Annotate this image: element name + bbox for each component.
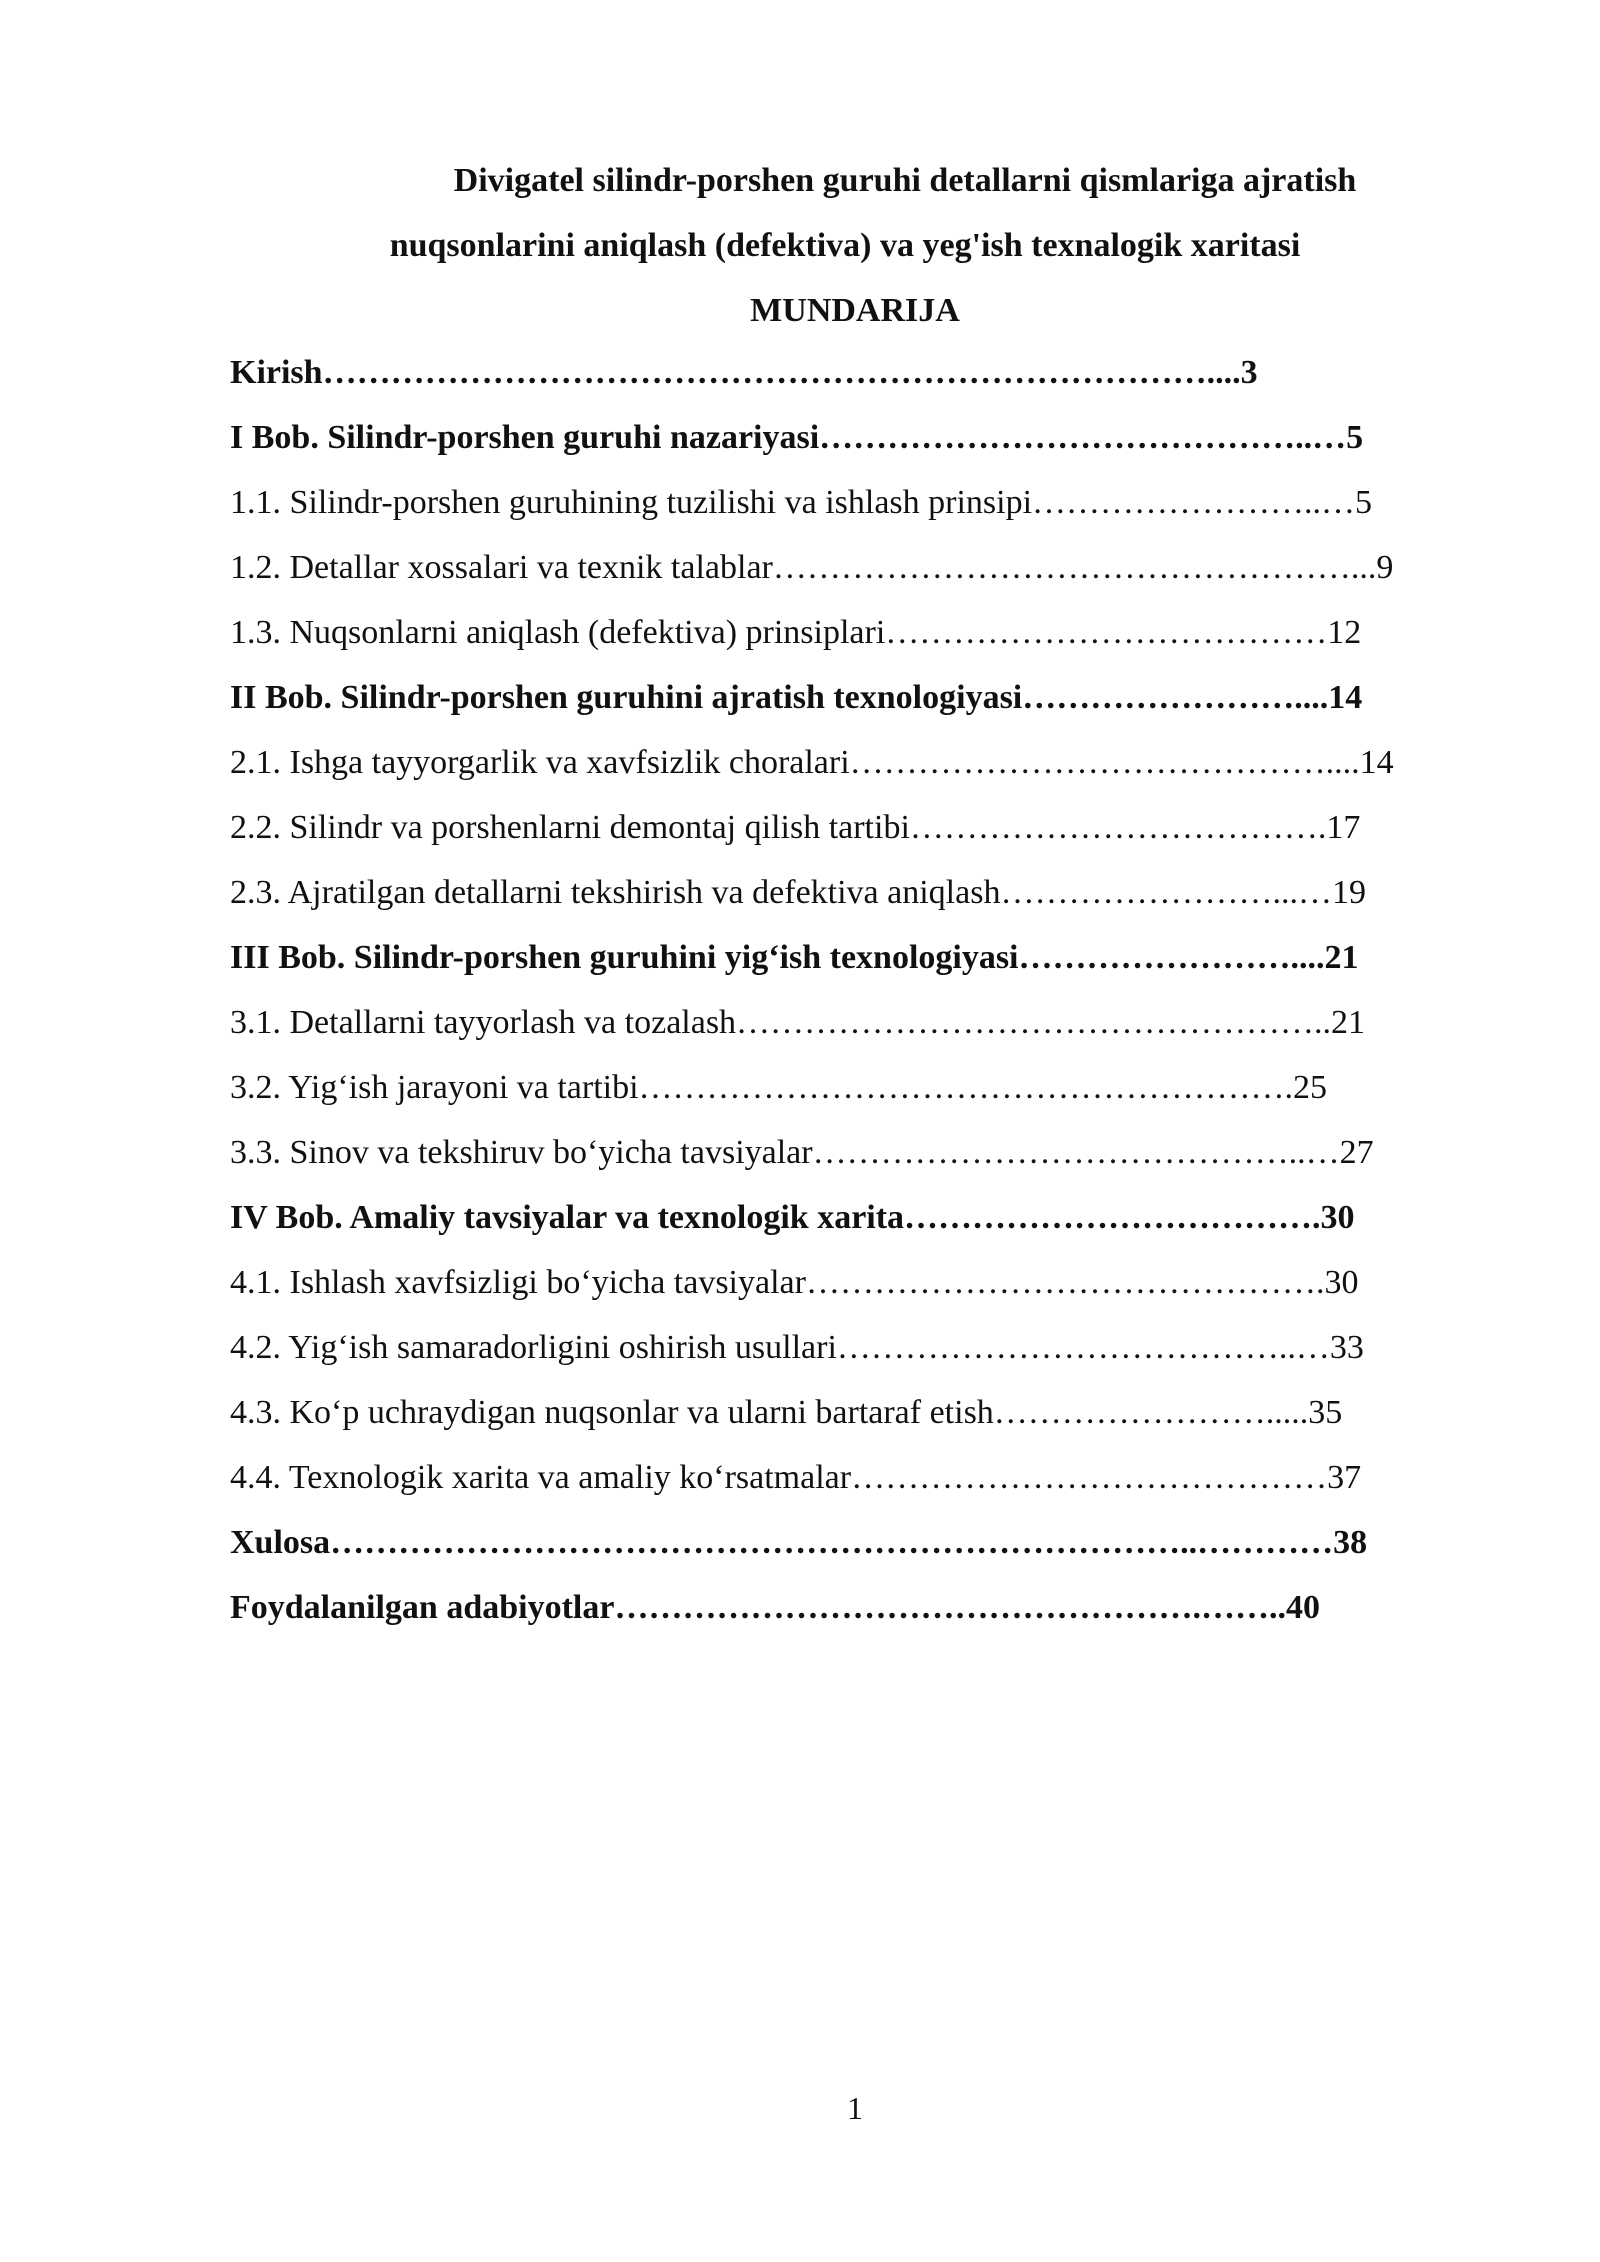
- toc-entry-text: 1.3. Nuqsonlarni aniqlash (defektiva) prinsiplari…………………………………12: [230, 614, 1362, 651]
- toc-entry: [230, 470, 1490, 535]
- toc-entry: [230, 600, 1490, 665]
- toc-entry: [230, 665, 1490, 730]
- toc-entry: [230, 795, 1490, 860]
- toc-entry-text: 3.2. Yig‘ish jarayoni va tartibi………………………………………………….25: [230, 1069, 1328, 1106]
- toc-entry: [230, 1575, 1490, 1640]
- document-title-block: [230, 148, 1480, 343]
- toc-entry-text: 4.4. Texnologik xarita va amaliy ko‘rsatmalar……………………………………37: [230, 1459, 1362, 1496]
- toc-entry: [230, 1510, 1490, 1575]
- toc-entry: [230, 990, 1490, 1055]
- toc-entry: [230, 925, 1490, 990]
- toc-entry-text: 4.1. Ishlash xavfsizligi bo‘yicha tavsiyalar……………………………………….30: [230, 1264, 1359, 1301]
- toc-entry-text: 4.2. Yig‘ish samaradorligini oshirish usullari…………………………………..…33: [230, 1329, 1364, 1366]
- toc-entry-text: III Bob. Silindr-porshen guruhini yig‘ish texnologiyasi……………………....21: [230, 939, 1359, 976]
- toc-entry-text: IV Bob. Amaliy tavsiyalar va texnologik xarita……………………………….30: [230, 1199, 1355, 1236]
- toc-entry: [230, 1120, 1490, 1185]
- toc-entry: [230, 1250, 1490, 1315]
- toc-entry-text: 3.1. Detallarni tayyorlash va tozalash……………………………………………..21: [230, 1004, 1366, 1041]
- table-of-contents: [230, 340, 1490, 1640]
- toc-entry-text: Foydalanilgan adabiyotlar…………………………………………….……..40: [230, 1589, 1320, 1626]
- toc-entry: [230, 730, 1490, 795]
- toc-entry-text: II Bob. Silindr-porshen guruhini ajratish texnologiyasi……………………....14: [230, 679, 1363, 716]
- toc-entry: [230, 535, 1490, 600]
- toc-entry: [230, 340, 1490, 405]
- toc-entry: [230, 405, 1490, 470]
- document-title-line-1: Divigatel silindr-porshen guruhi detallarni qismlariga ajratish: [453, 162, 1357, 199]
- toc-entry: [230, 1445, 1490, 1510]
- toc-entry-text: I Bob. Silindr-porshen guruhi nazariyasi……………………………………..…5: [230, 419, 1364, 456]
- toc-entry: [230, 1315, 1490, 1380]
- toc-entry: [230, 1380, 1490, 1445]
- toc-entry-text: 1.1. Silindr-porshen guruhining tuzilishi va ishlash prinsipi……………………..…5: [230, 484, 1373, 521]
- page-number: 1: [847, 2090, 863, 2126]
- toc-entry-text: Kirish……………………………………………………………………....3: [230, 354, 1258, 391]
- toc-entry-text: 4.3. Ko‘p uchraydigan nuqsonlar va ularni bartaraf etish…………………….....35: [230, 1394, 1343, 1431]
- toc-entry: [230, 860, 1490, 925]
- toc-entry: [230, 1055, 1490, 1120]
- document-title-line-2: nuqsonlarini aniqlash (defektiva) va yeg'ish texnalogik xaritasi: [389, 227, 1301, 264]
- toc-entry-text: 2.2. Silindr va porshenlarni demontaj qilish tartibi……………………………….17: [230, 809, 1361, 846]
- toc-entry: [230, 1185, 1490, 1250]
- toc-entry-text: 2.1. Ishga tayyorgarlik va xavfsizlik choralari……………………………………....14: [230, 744, 1394, 781]
- toc-entry-text: 2.3. Ajratilgan detallarni tekshirish va defektiva aniqlash……………………...…19: [230, 874, 1366, 911]
- contents-heading: MUNDARIJA: [750, 292, 960, 329]
- toc-entry-text: Xulosa…………………………………………………………………..…………38: [230, 1524, 1368, 1561]
- toc-entry-text: 3.3. Sinov va tekshiruv bo‘yicha tavsiyalar……………………………………..…27: [230, 1134, 1374, 1171]
- toc-entry-text: 1.2. Detallar xossalari va texnik talablar……………………………………………...9: [230, 549, 1394, 586]
